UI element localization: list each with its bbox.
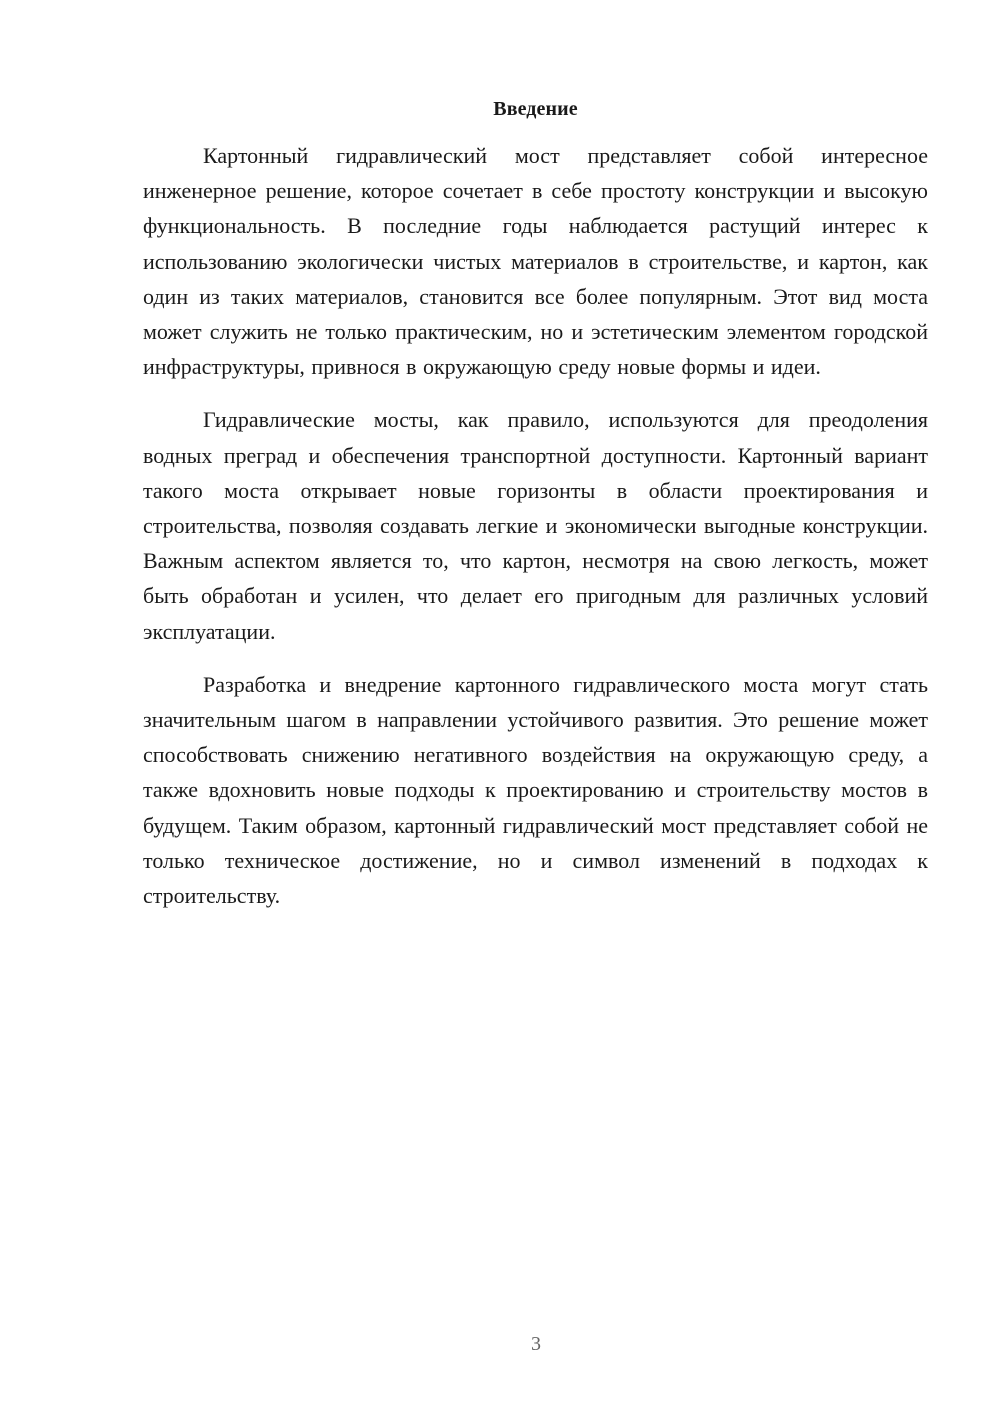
section-title: Введение	[493, 98, 578, 120]
paragraph-2: Гидравлические мосты, как правило, используются для преодоления водных преград и обеспечения транспортной доступности. Картонный вариант такого моста открывает новые горизонты в области проектирования и строительства, позволяя создавать легкие и экономически выгодные конструкции. Важным аспектом является то, что картон, несмотря на свою легкость, может быть обработан и усилен, что делает его пригодным для различных условий эксплуатации.	[143, 407, 928, 644]
page-number: 3	[531, 1333, 541, 1355]
paragraph-3: Разработка и внедрение картонного гидравлического моста могут стать значительным шагом в направлении устойчивого развития. Это решение может способствовать снижению негативного воздействия на окружающую среду, а также вдохновить новые подходы к проектированию и строительству мостов в будущем. Таким образом, картонный гидравлический мост представляет собой не только техническое достижение, но и символ изменений в подходах к строительству.	[143, 671, 928, 909]
page-content	[143, 94, 928, 931]
paragraph-1: Картонный гидравлический мост представляет собой интересное инженерное решение, которое сочетает в себе простоту конструкции и высокую функциональность. В последние годы наблюдается растущий интерес к использованию экологически чистых материалов в строительстве, и картон, как один из таких материалов, становится все более популярным. Этот вид моста может служить не только практическим, но и эстетическим элементом городской инфраструктуры, привнося в окружающую среду новые формы и идеи.	[143, 143, 928, 380]
